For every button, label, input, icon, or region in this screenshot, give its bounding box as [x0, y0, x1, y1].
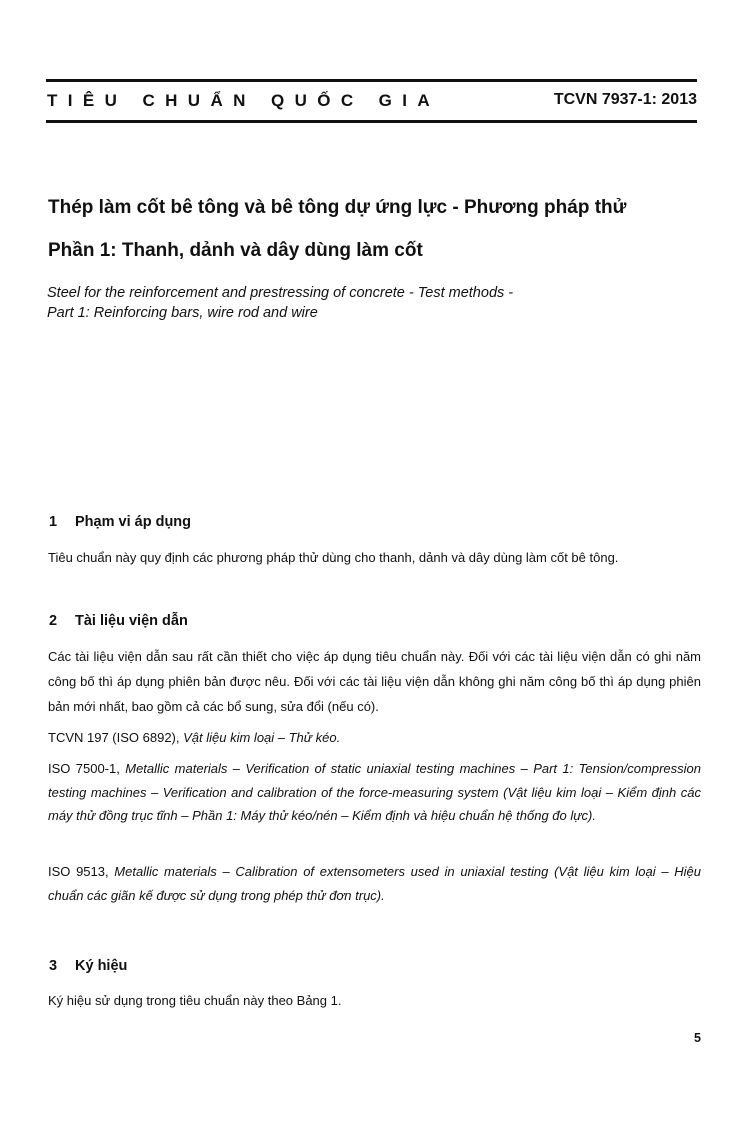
section-2-heading [49, 613, 188, 629]
section-3-heading [49, 958, 127, 974]
reference-title: Metallic materials – Verification of static uniaxial testing machines – Part 1: Tension/compression testing machines – Verification and calibration of the force-measuring system (Vật liệu kim loại – Kiểm định các máy thử đồng trục tĩnh – Phần 1: Máy thử kéo/nén – Kiểm định và hiệu chuẩn hệ thống đo lực). [48, 761, 701, 823]
english-title-line-2: Part 1: Reinforcing bars, wire rod and wire [47, 305, 318, 321]
document-title: Thép làm cốt bê tông và bê tông dự ứng lực - Phương pháp thử [48, 197, 627, 218]
normative-reference [48, 757, 701, 828]
header-bottom-rule [46, 120, 697, 123]
section-3-text: Ký hiệu sử dụng trong tiêu chuẩn này theo Bảng 1. [48, 993, 342, 1008]
section-number: 2 [49, 613, 58, 629]
section-title: Tài liệu viện dẫn [75, 613, 188, 629]
reference-code: TCVN 197 (ISO 6892), [48, 730, 180, 745]
reference-title: Vật liệu kim loại – Thử kéo. [183, 730, 341, 745]
standard-code: TCVN 7937-1: 2013 [553, 91, 697, 108]
section-number: 3 [49, 958, 58, 974]
section-1-text: Tiêu chuẩn này quy định các phương pháp thử dùng cho thanh, dảnh và dây dùng làm cốt bê tông. [48, 550, 619, 565]
section-title: Ký hiệu [75, 958, 128, 974]
normative-reference [48, 725, 701, 750]
page-number: 5 [694, 1031, 701, 1045]
reference-title: Metallic materials – Calibration of extensometers used in uniaxial testing (Vật liệu kim loại – Hiệu chuẩn các giãn kế được sử dụng trong phép thử đơn trục). [48, 864, 701, 903]
header-top-rule [46, 79, 697, 82]
reference-code: ISO 7500-1, [48, 761, 120, 776]
section-number: 1 [49, 514, 58, 530]
section-2-intro: Các tài liệu viện dẫn sau rất cần thiết cho việc áp dụng tiêu chuẩn này. Đối với các tài liệu viện dẫn có ghi năm công bố thì áp dụng phiên bản được nêu. Đối với các tài liệu viện dẫn không ghi năm công bố thì áp dụng phiên bản mới nhất, bao gồm cả các bổ sung, sửa đổi (nếu có). [48, 649, 701, 714]
document-part-title: Phần 1: Thanh, dảnh và dây dùng làm cốt [48, 240, 423, 261]
normative-reference [48, 860, 701, 907]
english-title-line-1: Steel for the reinforcement and prestressing of concrete - Test methods - [47, 285, 514, 301]
standard-series-label: TIÊU CHUẨN QUỐC GIA [47, 91, 441, 110]
reference-code: ISO 9513, [48, 864, 109, 879]
section-1-heading [49, 514, 191, 530]
section-title: Phạm vi áp dụng [75, 514, 192, 530]
